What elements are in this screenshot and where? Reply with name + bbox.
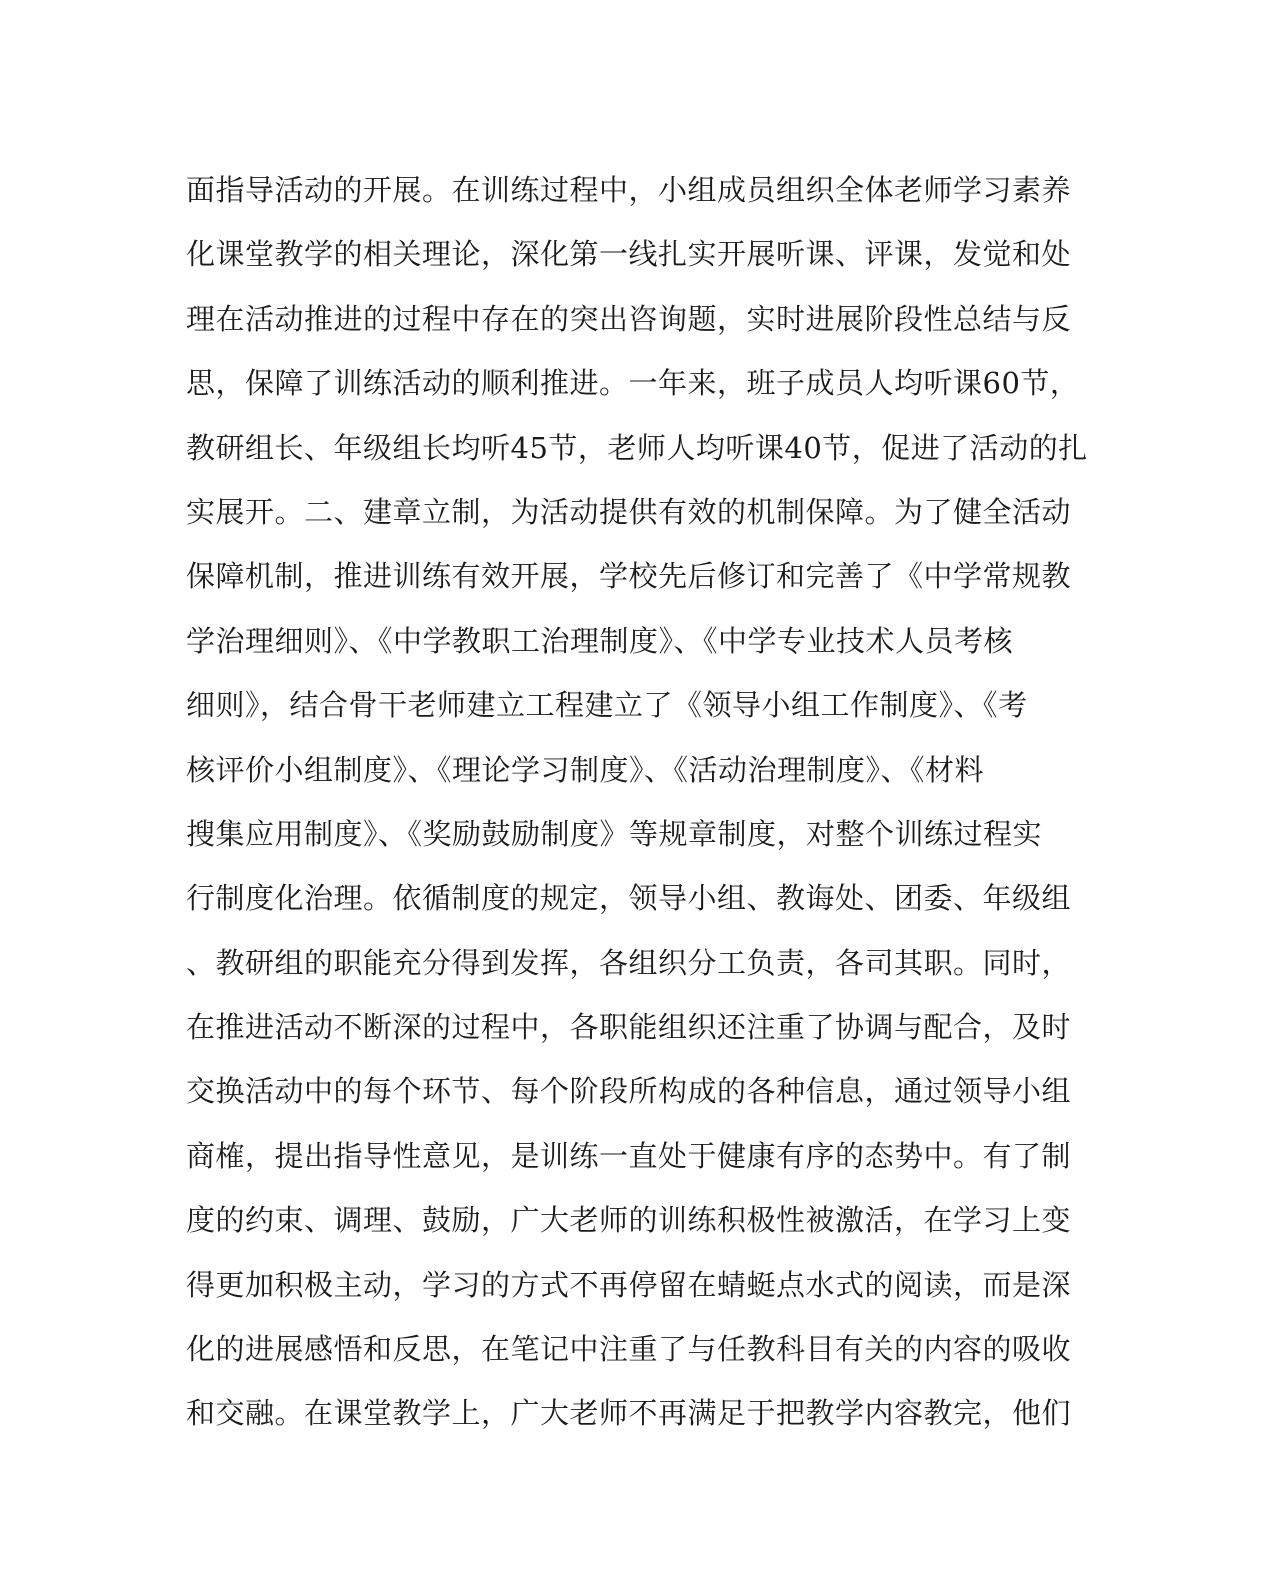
text-line: 商榷，提出指导性意见，是训练一直处于健康有序的态势中。有了制 (186, 1138, 1072, 1173)
text-line: 保障机制，推进训练有效开展，学校先后修订和完善了《中学常规教 (186, 559, 1072, 594)
text-line: 化课堂教学的相关理论，深化第一线扎实开展听课、评课，发觉和处 (186, 237, 1072, 272)
text-line: 核评价小组制度》、《理论学习制度》、《活动治理制度》、《材料 (186, 752, 985, 787)
text-line: 实展开。二、建章立制，为活动提供有效的机制保障。为了健全活动 (186, 494, 1072, 529)
text-line: 细则》，结合骨干老师建立工程建立了《领导小组工作制度》、《考 (186, 688, 1028, 723)
text-line: 搜集应用制度》、《奖励鼓励制度》等规章制度，对整个训练过程实 (186, 816, 1043, 851)
text-line: 和交融。在课堂教学上，广大老师不再满足于把教学内容教完，他们 (186, 1396, 1072, 1431)
text-line: 教研组长、年级组长均听45节，老师人均听课40节，促进了活动的扎 (186, 430, 1088, 465)
text-line: 面指导活动的开展。在训练过程中，小组成员组织全体老师学习素养 (186, 173, 1072, 207)
text-line: 化的进展感悟和反思，在笔记中注重了与任教科目有关的内容的吸收 (186, 1332, 1072, 1367)
body-text (186, 158, 1086, 1446)
text-line: 度的约束、调理、鼓励，广大老师的训练积极性被激活，在学习上变 (186, 1203, 1072, 1238)
text-line: 、教研组的职能充分得到发挥，各组织分工负责，各司其职。同时， (186, 945, 1072, 980)
text-line: 行制度化治理。依循制度的规定，领导小组、教诲处、团委、年级组 (186, 881, 1072, 916)
text-line: 学治理细则》、《中学教职工治理制度》、《中学专业技术人员考核 (186, 623, 1014, 658)
text-line: 在推进活动不断深的过程中，各职能组织还注重了协调与配合，及时 (186, 1010, 1072, 1045)
text-line: 思，保障了训练活动的顺利推进。一年来，班子成员人均听课60节， (186, 366, 1080, 401)
text-line: 交换活动中的每个环节、每个阶段所构成的各种信息，通过领导小组 (186, 1074, 1072, 1109)
text-line: 得更加积极主动，学习的方式不再停留在蜻蜓点水式的阅读，而是深 (186, 1267, 1072, 1302)
text-line: 理在活动推进的过程中存在的突出咨询题，实时进展阶段性总结与反 (186, 301, 1072, 336)
